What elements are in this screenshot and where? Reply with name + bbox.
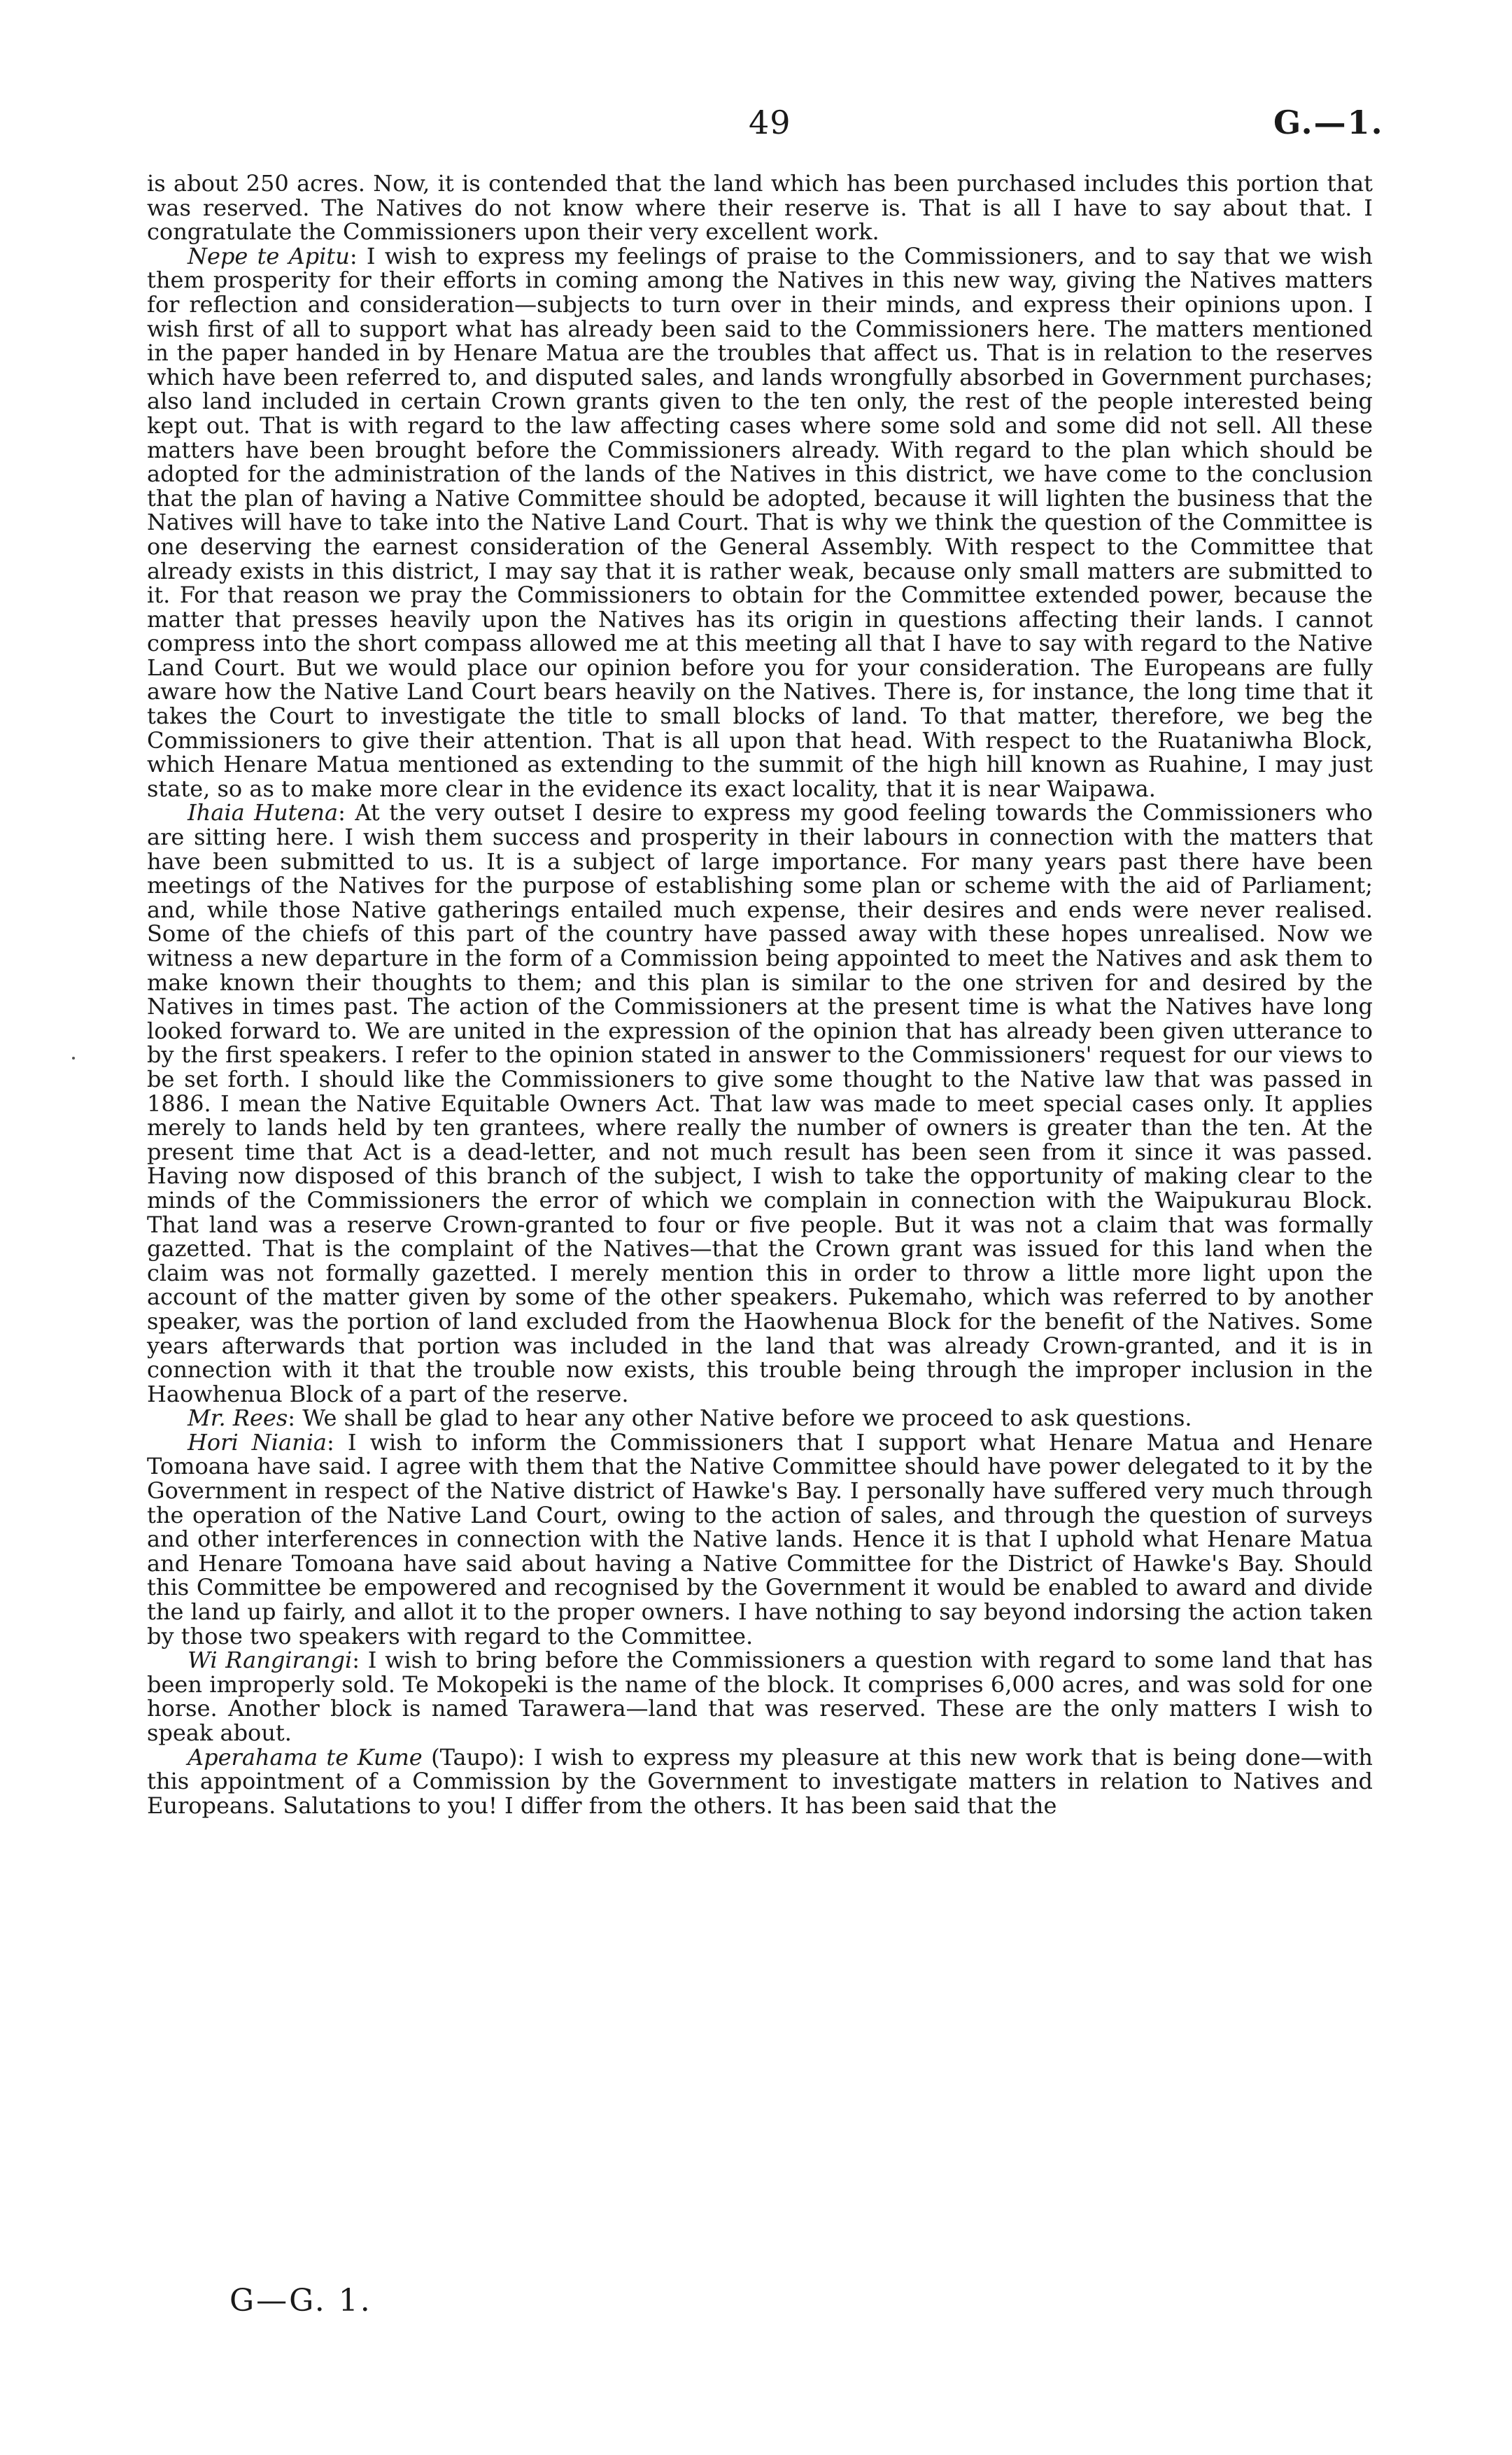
paragraph-aperahama-te-kume	[147, 1745, 1373, 1818]
speaker-name: Mr. Rees	[188, 1405, 288, 1432]
document-reference: G.—1.	[1273, 104, 1384, 141]
paragraph-text: : I wish to bring before the Commissioners a question with regard to some land that has been improperly sold. Te Mokopeki is the name of the block. It comprises 6,000 acres, and was sold for one horse. Another block is named Tarawera—land that was reserved. These are the only matters I wish to speak about.	[147, 1647, 1373, 1746]
paragraph-nepe-te-apitu	[147, 244, 1373, 801]
signature-mark: G—G. 1.	[229, 2283, 372, 2319]
paragraph-text: : We shall be glad to hear any other Native before we proceed to ask questions.	[288, 1405, 1192, 1432]
paragraph-text: (Taupo): I wish to express my pleasure at this new work that is being done—with this appointment of a Commission by the Government to investigate matters in relation to Natives and Europeans. Salutations to you! I differ from the others. It has been said that the	[147, 1743, 1373, 1819]
page-number: 49	[749, 104, 791, 141]
speaker-name: Aperahama te Kume	[188, 1743, 423, 1771]
paragraph-text: : I wish to express my feelings of praise to the Commissioners, and to say that we wish them prosperity for their efforts in coming among the Natives in this new way, giving the Natives matters for reflection and consideration—subjects to turn over in their minds, and express their opinions upon. I wish first of all to support what has already been said to the Commissioners here. The matters mentioned in the paper handed in by Henare Matua are the troubles that affect us. That is in relation to the reserves which have been referred to, and disputed sales, and lands wrongfully absorbed in Government purchases; also land included in certain Crown grants given to the ten only, the rest of the people interested being kept out. That is with regard to the law affecting cases where some sold and some did not sell. All these matters have been brought before the Commissioners already. With regard to the plan which should be adopted for the administration of the lands of the Natives in this district, we have come to the conclusion that the plan of having a Native Committee should be adopted, because it will lighten the business that the Natives will have to take into the Native Land Court. That is why we think the question of the Committee is one deserving the earnest consideration of the General Assembly. With respect to the Committee that already exists in this district, I may say that it is rather weak, because only small matters are submitted to it. For that reason we pray the Commissioners to obtain for the Committee extended power, because the matter that presses heavily upon the Natives has its origin in questions affecting their lands. I cannot compress into the short compass allowed me at this meeting all that I have to say with regard to the Native Land Court. But we would place our opinion before you for your consideration. The Europeans are fully aware how the Native Land Court bears heavily on the Natives. There is, for instance, the long time that it takes the Court to investigate the title to small blocks of land. To that matter, therefore, we beg the Commissioners to give their attention. That is all upon that head. With respect to the Ruataniwha Block, which Henare Matua mentioned as extending to the summit of the high hill known as Ruahine, I may just state, so as to make more clear in the evidence its exact locality, that it is near Waipawa.	[147, 242, 1373, 802]
paragraph-mr-rees	[147, 1406, 1373, 1430]
paragraph-ihaia-hutena	[147, 801, 1373, 1406]
speaker-name: Wi Rangirangi	[188, 1647, 353, 1674]
scan-speck	[72, 1057, 75, 1060]
paragraph-hori-niania	[147, 1430, 1373, 1648]
paragraph-text: : At the very outset I desire to express my good feeling towards the Commissioners who are sitting here. I wish them success and prosperity in their labours in connection with the matters that have been submitted to us. It is a subject of large importance. For many years past there have been meetings of the Natives for the purpose of establishing some plan or scheme with the aid of Parliament; and, while those Native gatherings entailed much expense, their desires and ends were never realised. Some of the chiefs of this part of the country have passed away with these hopes unrealised. Now we witness a new departure in the form of a Commission being appointed to meet the Natives and ask them to make known their thoughts to them; and this plan is similar to the one striven for and desired by the Natives in times past. The action of the Commissioners at the present time is what the Natives have long looked forward to. We are united in the expression of the opinion that has already been given utterance to by the first speakers. I refer to the opinion stated in answer to the Commissioners' request for our views to be set forth. I should like the Commissioners to give some thought to the Native law that was passed in 1886. I mean the Native Equitable Owners Act. That law was made to meet special cases only. It applies merely to lands held by ten grantees, where really the number of owners is greater than the ten. At the present time that Act is a dead-letter, and not much result has been seen from it since it was passed. Having now disposed of this branch of the subject, I wish to take the opportunity of making clear to the minds of the Commissioners the error of which we complain in connection with the Waipukurau Block. That land was a reserve Crown-granted to four or five people. But it was not a claim that was formally gazetted. That is the complaint of the Natives—that the Crown grant was issued for this land when the claim was not formally gazetted. I merely mention this in order to throw a little more light upon the account of the matter given by some of the other speakers. Pukemaho, which was referred to by another speaker, was the portion of land excluded from the Haowhenua Block for the benefit of the Natives. Some years afterwards that portion was included in the land that was already Crown-granted, and it is in connection with it that the trouble now exists, this trouble being through the improper inclusion in the Haowhenua Block of a part of the reserve.	[147, 799, 1373, 1407]
speaker-name: Hori Niania	[188, 1428, 327, 1456]
body-text	[147, 171, 1373, 1817]
speaker-name: Ihaia Hutena	[188, 799, 339, 826]
paragraph-wi-rangirangi	[147, 1648, 1373, 1745]
speaker-name: Nepe te Apitu	[188, 242, 350, 269]
paragraph-text: : I wish to inform the Commissioners that I support what Henare Matua and Henare Tomoana have said. I agree with them that the Native Committee should have power delegated to it by the Government in respect of the Native district of Hawke's Bay. I personally have suffered very much through the operation of the Native Land Court, owing to the action of sales, and through the question of surveys and other interferences in connection with the Native lands. Hence it is that I uphold what Henare Matua and Henare Tomoana have said about having a Native Committee for the District of Hawke's Bay. Should this Committee be empowered and recognised by the Government it would be enabled to award and divide the land up fairly, and allot it to the proper owners. I have nothing to say beyond indorsing the action taken by those two speakers with regard to the Committee.	[147, 1428, 1373, 1649]
paragraph-text: is about 250 acres. Now, it is contended that the land which has been purchased includes this portion that was reserved. The Natives do not know where their reserve is. That is all I have to say about that. I congratulate the Commissioners upon their very excellent work.	[147, 170, 1373, 246]
paragraph-continuation	[147, 171, 1373, 244]
